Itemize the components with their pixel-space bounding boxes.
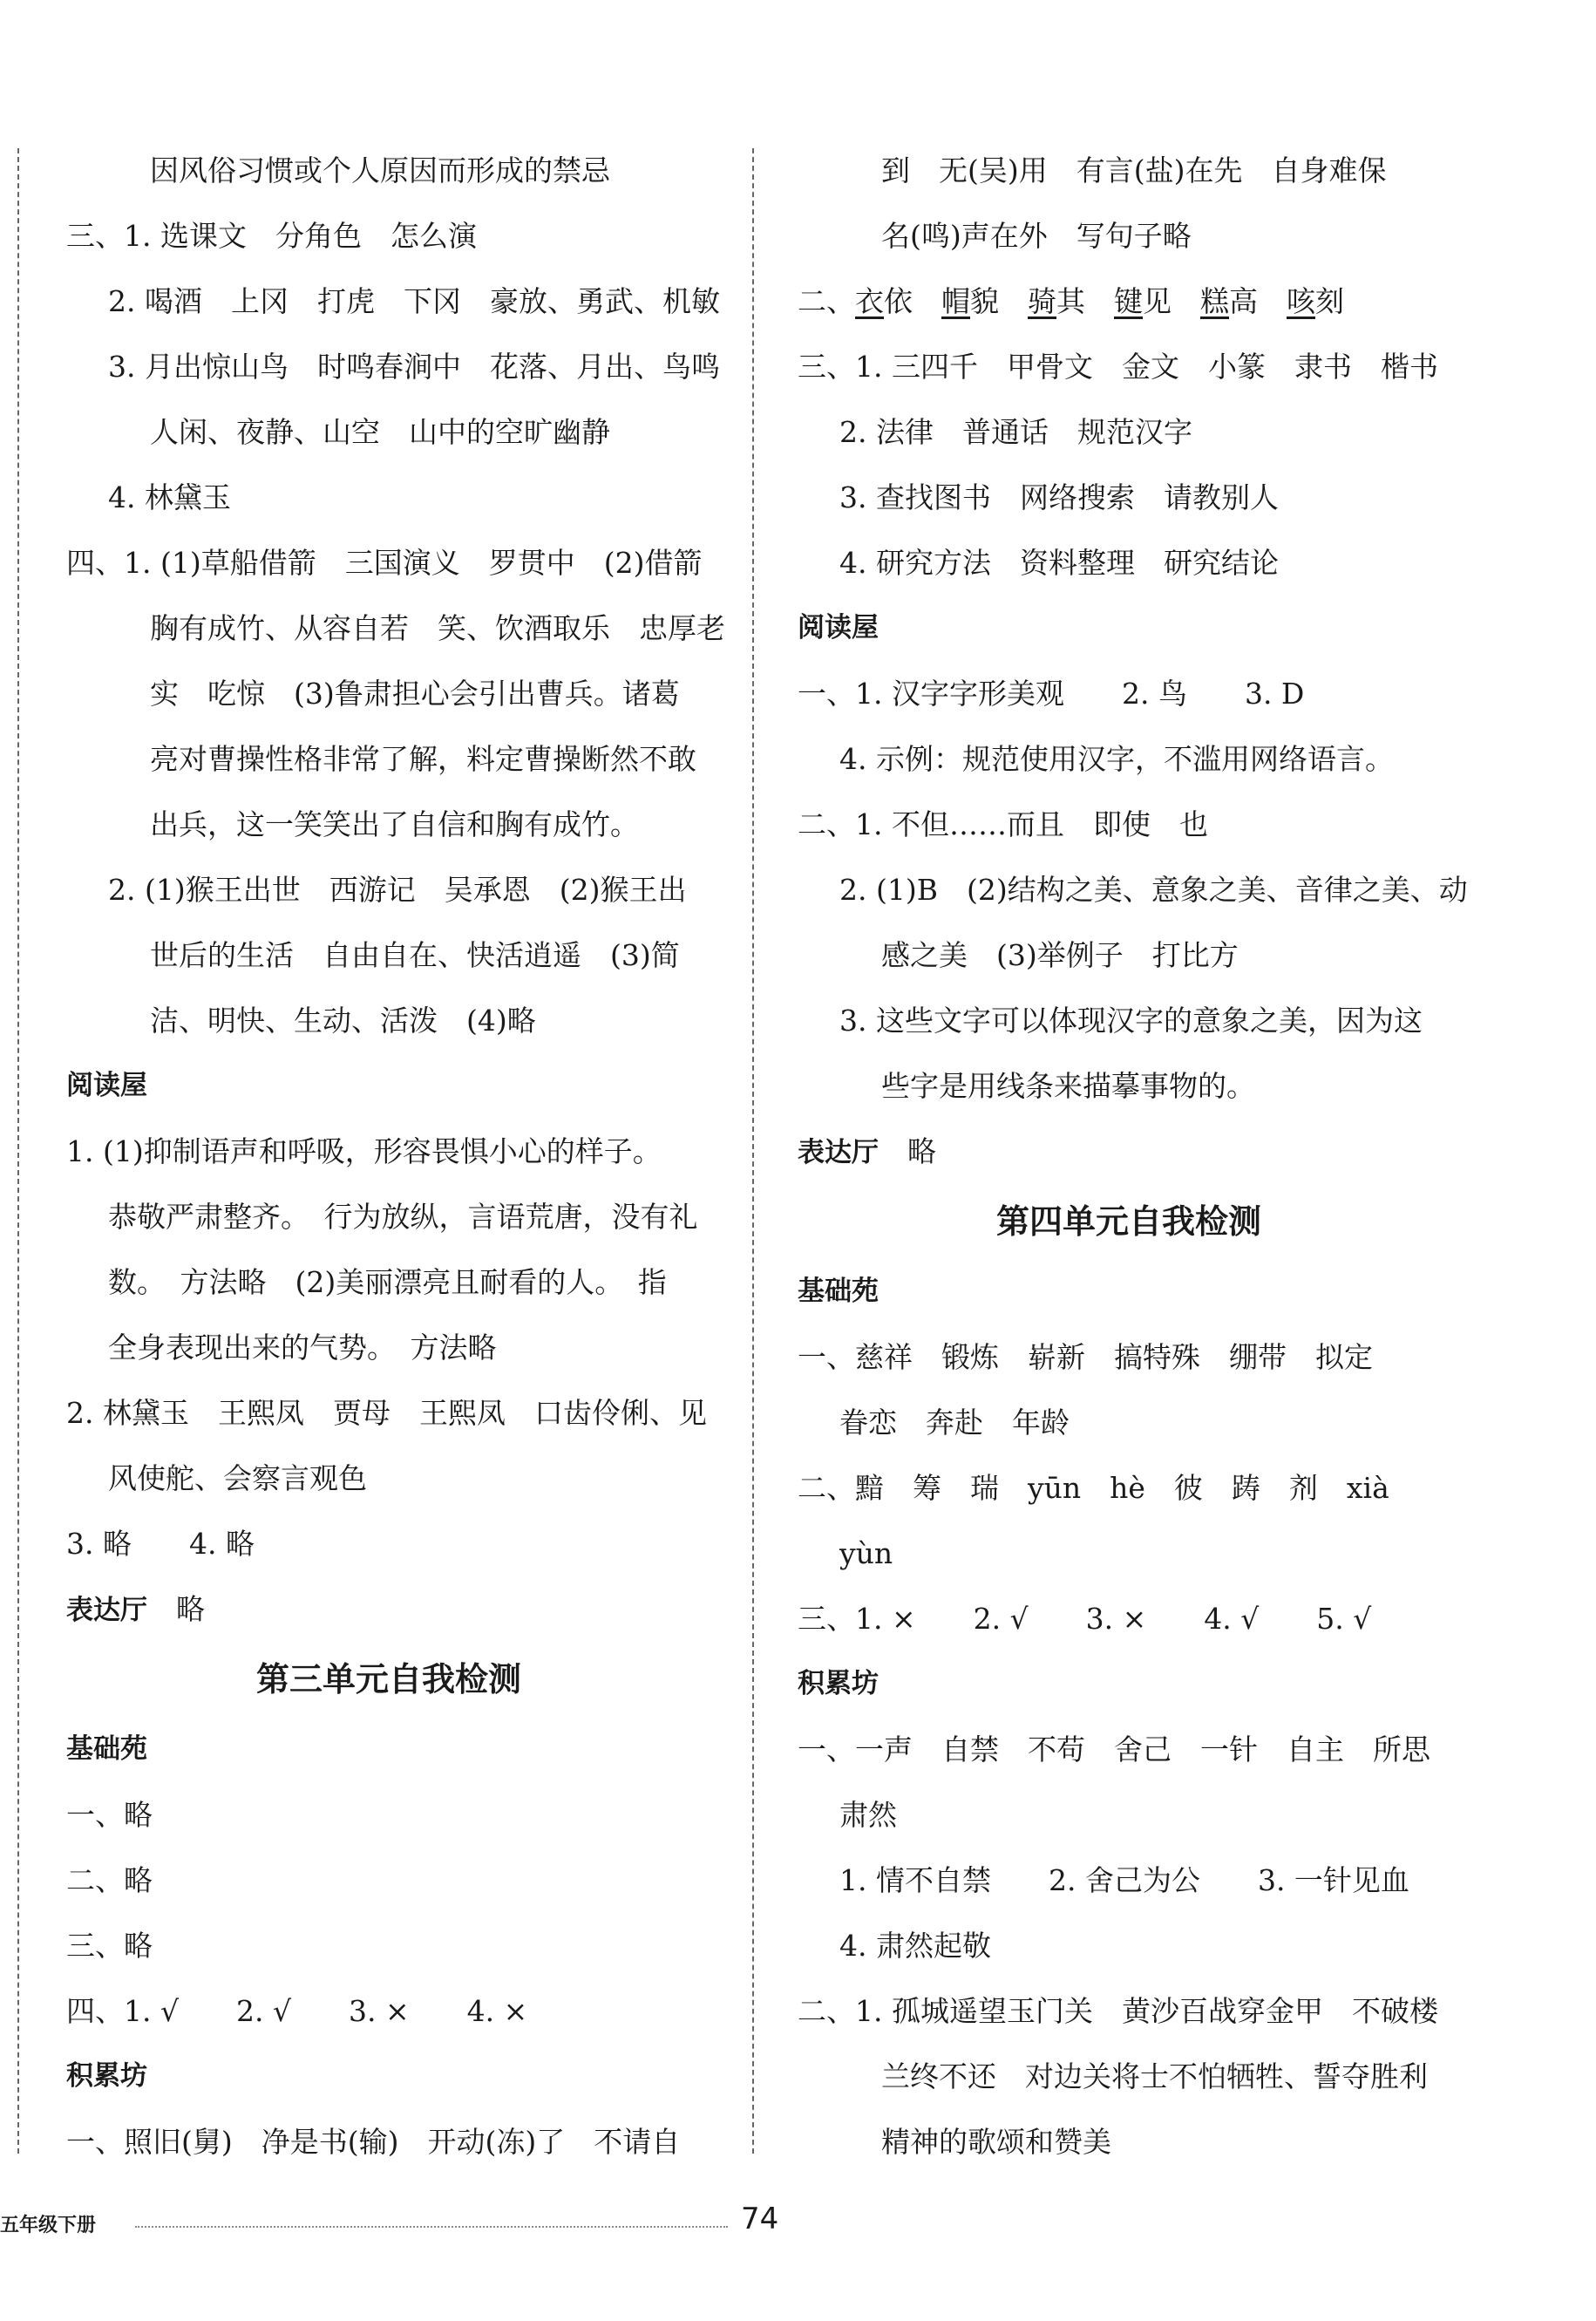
text-line: 风使舵、会察言观色 xyxy=(108,1461,367,1495)
text-line: 三、1. × 2. √ 3. × 4. √ 5. √ xyxy=(798,1602,1372,1636)
page-footer xyxy=(0,2202,1596,2245)
underlined-char: 衣 xyxy=(855,284,884,318)
text-line: 三、1. 选课文 分角色 怎么演 xyxy=(66,219,477,253)
text-line: 3. 这些文字可以体现汉字的意象之美，因为这 xyxy=(839,1004,1423,1038)
text-line: 名(鸣)声在外 写句子略 xyxy=(881,219,1192,253)
text-line: 二、黯 筹 瑞 yūn hè 彼 踌 剂 xià xyxy=(798,1471,1389,1505)
text-line: 到 无(吴)用 有言(盐)在先 自身难保 xyxy=(881,153,1387,187)
section-heading: 积累坊 xyxy=(66,2060,147,2092)
text-line: 二、略 xyxy=(66,1863,153,1897)
text-line: 1. (1)抑制语声和呼吸，形容畏惧小心的样子。 xyxy=(66,1134,662,1168)
text-line: 洁、明快、生动、活泼 (4)略 xyxy=(150,1004,536,1038)
word-pair xyxy=(1200,284,1258,318)
text-line: 二、1. 不但……而且 即使 也 xyxy=(798,807,1208,841)
question-prefix: 二、 xyxy=(798,284,855,318)
char: 其 xyxy=(1056,284,1085,318)
text-line: 4. 林黛玉 xyxy=(108,480,231,514)
section-heading: 基础苑 xyxy=(66,1733,147,1765)
answer-value: 略 xyxy=(176,1592,205,1626)
char: 高 xyxy=(1229,284,1258,318)
text-line: 4. 示例：规范使用汉字，不滥用网络语言。 xyxy=(839,742,1394,776)
text-line: yùn xyxy=(839,1536,893,1570)
text-line: 兰终不还 对边关将士不怕牺牲、誓夺胜利 xyxy=(881,2059,1428,2093)
text-line: 2. (1)B (2)结构之美、意象之美、音律之美、动 xyxy=(839,873,1468,907)
char: 依 xyxy=(884,284,913,318)
text-line: 3. 略 4. 略 xyxy=(66,1527,255,1561)
text-line: 一、照旧(舅) 净是书(输) 开动(冻)了 不请自 xyxy=(66,2125,681,2159)
unit-title: 第四单元自我检测 xyxy=(995,1202,1261,1241)
section-heading: 阅读屋 xyxy=(66,1070,147,1101)
unit-title: 第三单元自我检测 xyxy=(255,1660,521,1698)
text-line: 出兵，这一笑笑出了自信和胸有成竹。 xyxy=(150,807,639,841)
text-line: 一、1. 汉字字形美观 2. 鸟 3. D xyxy=(798,677,1305,711)
text-line: 3. 月出惊山鸟 时鸣春涧中 花落、月出、鸟鸣 xyxy=(108,350,720,384)
text-line: 肃然 xyxy=(839,1798,897,1832)
section-heading: 表达厅 xyxy=(66,1595,147,1626)
column-divider-dashed-line xyxy=(752,148,754,2154)
text-line: 2. 林黛玉 王熙凤 贾母 王熙凤 口齿伶俐、见 xyxy=(66,1396,707,1430)
text-line: 三、1. 三四千 甲骨文 金文 小篆 隶书 楷书 xyxy=(798,350,1438,384)
text-line: 精神的歌颂和赞美 xyxy=(881,2125,1111,2159)
word-pair xyxy=(1287,284,1344,318)
text-line: 2. 法律 普通话 规范汉字 xyxy=(839,415,1192,449)
text-line: 2. 喝酒 上冈 打虎 下冈 豪放、勇武、机敏 xyxy=(108,284,720,318)
word-pair xyxy=(855,284,913,318)
section-heading: 积累坊 xyxy=(798,1668,879,1699)
text-line: 一、略 xyxy=(66,1798,153,1832)
left-column xyxy=(66,138,725,2175)
text-line: 亮对曹操性格非常了解，料定曹操断然不敢 xyxy=(150,742,696,776)
text-line: 4. 研究方法 资料整理 研究结论 xyxy=(839,546,1279,580)
underlined-char: 键 xyxy=(1114,284,1143,318)
section-heading: 表达厅 xyxy=(798,1137,879,1168)
text-line: 因风俗习惯或个人原因而形成的禁忌 xyxy=(150,153,610,187)
text-line: 胸有成竹、从容自若 笑、饮酒取乐 忠厚老 xyxy=(150,611,725,645)
binding-dashed-line xyxy=(17,148,19,2154)
footer-dotted-rule xyxy=(135,2226,728,2228)
text-line: 2. (1)猴王出世 西游记 吴承恩 (2)猴王出 xyxy=(108,873,687,907)
word-pair xyxy=(941,284,999,318)
text-line: 一、慈祥 锻炼 崭新 搞特殊 绷带 拟定 xyxy=(798,1340,1373,1374)
text-line: 3. 查找图书 网络搜索 请教别人 xyxy=(839,480,1279,514)
char: 刻 xyxy=(1315,284,1344,318)
grade-label: 五年级下册 xyxy=(0,2215,97,2236)
text-line: 实 吃惊 (3)鲁肃担心会引出曹兵。诸葛 xyxy=(150,677,680,711)
text-line: 世后的生活 自由自在、快活逍遥 (3)简 xyxy=(150,938,680,972)
underlined-char: 咳 xyxy=(1287,284,1315,318)
underlined-char: 骑 xyxy=(1028,284,1056,318)
text-line: 数。 方法略 (2)美丽漂亮且耐看的人。 指 xyxy=(108,1265,667,1299)
text-line: 一、一声 自禁 不苟 舍己 一针 自主 所思 xyxy=(798,1732,1430,1766)
text-line: 些字是用线条来描摹事物的。 xyxy=(881,1069,1255,1103)
text-line: 感之美 (3)举例子 打比方 xyxy=(881,938,1239,972)
text-line: 四、1. √ 2. √ 3. × 4. × xyxy=(66,1994,528,2028)
text-line xyxy=(66,1576,711,1642)
text-line: 全身表现出来的气势。 方法略 xyxy=(108,1331,497,1365)
text-line xyxy=(798,269,1460,334)
right-column xyxy=(798,138,1468,2175)
text-line: 人闲、夜静、山空 山中的空旷幽静 xyxy=(150,415,610,449)
text-line xyxy=(798,1119,1460,1184)
char: 见 xyxy=(1143,284,1172,318)
word-pair xyxy=(1114,284,1172,318)
word-pair xyxy=(1028,284,1085,318)
text-line: 4. 肃然起敬 xyxy=(839,1929,991,1963)
section-heading: 基础苑 xyxy=(798,1276,879,1307)
text-line: 三、略 xyxy=(66,1929,153,1963)
underlined-char: 帽 xyxy=(941,284,970,318)
text-line: 四、1. (1)草船借箭 三国演义 罗贯中 (2)借箭 xyxy=(66,546,703,580)
underlined-char: 糕 xyxy=(1200,284,1229,318)
text-line: 眷恋 奔赴 年龄 xyxy=(839,1406,1070,1440)
text-line: 恭敬严肃整齐。 行为放纵，言语荒唐，没有礼 xyxy=(108,1200,698,1234)
text-line: 二、1. 孤城遥望玉门关 黄沙百战穿金甲 不破楼 xyxy=(798,1994,1438,2028)
answer-value: 略 xyxy=(907,1134,936,1168)
page-number: 74 xyxy=(741,2202,779,2236)
char: 貌 xyxy=(970,284,999,318)
text-line: 1. 情不自禁 2. 舍己为公 3. 一针见血 xyxy=(839,1863,1409,1897)
section-heading: 阅读屋 xyxy=(798,612,879,643)
